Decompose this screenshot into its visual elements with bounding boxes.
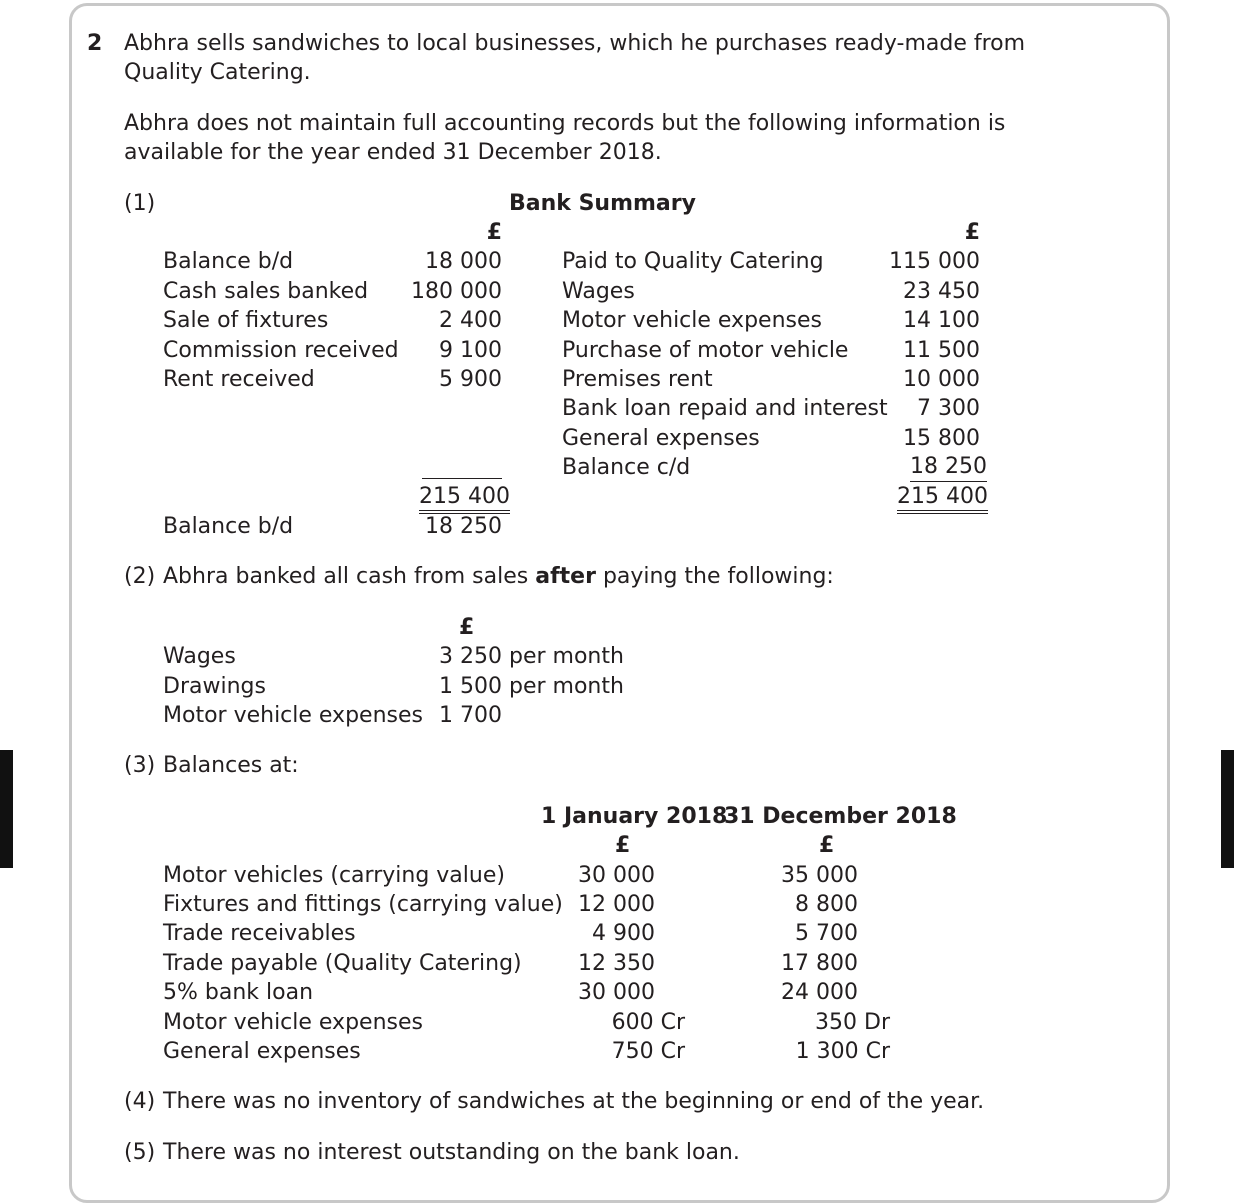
left-currency-header: £	[486, 220, 502, 245]
item-3-number: (3)	[124, 753, 156, 778]
balance-dec: 8 800	[795, 892, 858, 917]
left-entry-label: Cash sales banked	[163, 279, 369, 304]
intro-line-2: Quality Catering.	[124, 60, 311, 85]
balance-dec: 5 700	[795, 921, 858, 946]
col-2-currency: £	[819, 833, 835, 858]
balance-label: General expenses	[163, 1039, 361, 1064]
balance-jan: 30 000	[578, 863, 655, 888]
balance-label: Fixtures and fittings (carrying value)	[163, 892, 563, 917]
closing-balance-label: Balance b/d	[163, 514, 294, 539]
item-4-text: There was no inventory of sandwiches at the beginning or end of the year.	[163, 1089, 985, 1114]
right-entry-label: Premises rent	[562, 367, 713, 392]
left-entry-amount: 180 000	[411, 279, 502, 304]
right-total: 215 400	[897, 483, 988, 514]
item-4-number: (4)	[124, 1089, 156, 1114]
balance-label: Trade payable (Quality Catering)	[163, 951, 522, 976]
right-entry-amount: 10 000	[903, 367, 980, 392]
item-3-text: Balances at:	[163, 753, 299, 778]
balance-dec: 1 300 Cr	[795, 1039, 890, 1064]
right-entry-amount: 23 450	[903, 279, 980, 304]
left-entry-amount: 5 900	[439, 367, 502, 392]
balance-dec: 17 800	[781, 951, 858, 976]
left-total: 215 400	[419, 483, 510, 514]
right-entry-label: General expenses	[562, 426, 760, 451]
balance-jan: 750 Cr	[611, 1039, 685, 1064]
item-2-text: Abhra banked all cash from sales after paying the following:	[163, 564, 834, 589]
balance-label: Motor vehicle expenses	[163, 1010, 423, 1035]
balance-dec: 24 000	[781, 980, 858, 1005]
right-entry-label: Wages	[562, 279, 635, 304]
right-entry-label: Motor vehicle expenses	[562, 308, 822, 333]
balance-jan: 4 900	[592, 921, 655, 946]
right-currency-header: £	[964, 220, 980, 245]
right-entry-amount: 115 000	[889, 249, 980, 274]
balance-label: Trade receivables	[163, 921, 356, 946]
item-2-label: Drawings	[163, 674, 266, 699]
item-5-number: (5)	[124, 1140, 156, 1165]
balance-label: 5% bank loan	[163, 980, 314, 1005]
paragraph-line-2: available for the year ended 31 December 2018.	[124, 140, 662, 165]
paragraph-line-1: Abhra does not maintain full accounting records but the following information is	[124, 111, 1006, 136]
right-entry-amount: 7 300	[917, 396, 980, 421]
col-1-header: 1 January 2018	[541, 804, 728, 829]
right-entry-label: Paid to Quality Catering	[562, 249, 824, 274]
left-entry-label: Sale of fixtures	[163, 308, 329, 333]
closing-balance-amount: 18 250	[425, 514, 502, 539]
balance-jan: 12 350	[578, 951, 655, 976]
left-total-rule	[422, 478, 502, 479]
left-entry-amount: 18 000	[425, 249, 502, 274]
col-1-currency: £	[615, 833, 631, 858]
right-entry-label: Balance c/d	[562, 455, 691, 480]
item-1-number: (1)	[124, 191, 156, 216]
question-number: 2	[87, 31, 103, 56]
balance-jan: 30 000	[578, 980, 655, 1005]
item-2-label: Wages	[163, 644, 236, 669]
right-entry-label: Bank loan repaid and interest	[562, 396, 888, 421]
left-margin-bar	[0, 750, 13, 868]
item-5-text: There was no interest outstanding on the bank loan.	[163, 1140, 740, 1165]
balance-jan: 600 Cr	[611, 1010, 685, 1035]
left-entry-amount: 2 400	[439, 308, 502, 333]
item-2-label: Motor vehicle expenses	[163, 703, 423, 728]
intro-line-1: Abhra sells sandwiches to local businesses, which he purchases ready-made from	[124, 31, 1026, 56]
item-2-value: 3 250 per month	[439, 644, 624, 669]
right-entry-amount: 15 800	[903, 426, 980, 451]
left-entry-label: Balance b/d	[163, 249, 294, 274]
right-entry-amount: 11 500	[903, 338, 980, 363]
balance-dec: 35 000	[781, 863, 858, 888]
right-entry-amount: 14 100	[903, 308, 980, 333]
balance-label: Motor vehicles (carrying value)	[163, 863, 505, 888]
left-entry-label: Commission received	[163, 338, 399, 363]
item-2-value: 1 700	[439, 703, 502, 728]
right-entry-label: Purchase of motor vehicle	[562, 338, 849, 363]
item-2-number: (2)	[124, 564, 156, 589]
right-margin-bar	[1221, 750, 1234, 868]
bank-summary-title: Bank Summary	[509, 191, 696, 216]
left-entry-label: Rent received	[163, 367, 315, 392]
left-entry-amount: 9 100	[439, 338, 502, 363]
balance-dec: 350 Dr	[815, 1010, 890, 1035]
item-2-emphasis: after	[535, 564, 596, 589]
right-entry-amount-underlined: 18 250	[910, 453, 987, 482]
balance-jan: 12 000	[578, 892, 655, 917]
item-2-value: 1 500 per month	[439, 674, 624, 699]
item-2-currency: £	[459, 615, 475, 640]
col-2-header: 31 December 2018	[724, 804, 957, 829]
